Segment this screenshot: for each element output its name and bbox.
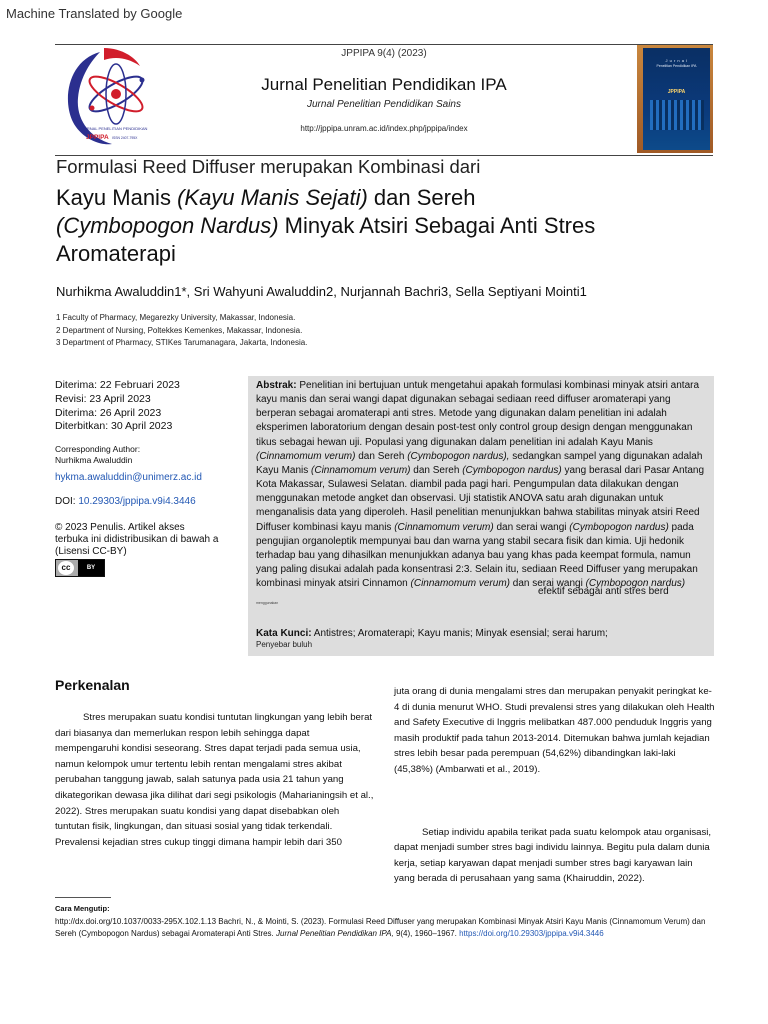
abstract-italic: (Cinnamomum verum) [394,521,494,533]
journal-logo-icon [60,46,158,150]
abstract-seg: Penelitian ini bertujuan untuk mengetahui apakah formulasi kombinasi minyak atsiri antara kayu manis dan serai wangi dapat digunakan sebagai sediaan reed diffuser aromaterapi yang berperan sebagai aromaterapi anti stres. Metode yang digunakan dalam penelitian ini adalah eksperimen laboratorium dengan desain post-test only control group design dengan menggunakan tikus sebagai hewan uji. Populasi yang digunakan dalam penelitian ini adalah Kayu Manis [256,380,700,448]
abstract-seg: sedangkan sampel yang digunakan adalah Kayu Manis [256,450,703,476]
keywords-text: Antistres; Aromaterapi; Kayu manis; Minyak esensial; serai harum; [311,628,608,639]
journal-issue: JPPIPA 9(4) (2023) [341,48,427,59]
license-line-2: terbuka ini didistribusikan di bawah a [55,534,219,546]
body-left-column [55,710,375,850]
journal-name: Jurnal Penelitian Pendidikan IPA [261,75,507,94]
license [55,522,240,577]
date-revised: Revisi: 23 April 2023 [55,392,151,405]
abstract-italic: (Cinnamomum verum) [256,450,356,462]
abstract-seg: dan serai wangi [509,578,586,590]
cc-by-badge-icon[interactable] [55,559,105,577]
date-accepted: Diterima: 26 April 2023 [55,406,162,419]
corresponding-author [55,444,240,466]
corr-name: Nurhikma Awaluddin [55,455,133,466]
affiliations [56,312,307,350]
cover-line-1: J u r n a l [665,58,688,63]
date-published: Diterbitkan: 30 April 2023 [55,420,173,433]
logo-issn: ISSN 2407-795X [112,136,138,140]
by-icon: BY [78,560,104,576]
abstract-italic: (Cinnamomum verum) [311,464,411,476]
abstract-seg: dan serai wangi [493,521,570,533]
title-line1-b: (Kayu Manis Sejati) [177,185,368,210]
license-line-3[interactable]: (Lisensi CC-BY) [55,546,127,558]
doi-link[interactable]: 10.29303/jppipa.v9i4.3446 [78,496,196,508]
abstract-text [256,379,711,591]
citation-doi-link[interactable]: https://doi.org/10.29303/jppipa.v9i4.3446 [459,929,604,938]
logo-text-2: JPPIPA [86,134,109,141]
title-line1-c: dan Sereh [367,185,476,210]
corr-label: Corresponding Author: [55,444,141,455]
machine-translated-banner: Machine Translated by Google [6,6,183,21]
keywords-label: Kata Kunci: [256,628,312,639]
abstract-overflow-text: efektif sebagai anti stres berd [538,586,669,597]
doi [55,496,240,507]
title-lead: Formulasi Reed Diffuser merupakan Kombinasi dari [56,156,481,177]
keywords [256,627,711,640]
author-email-link[interactable]: hykma.awaluddin@unimerz.ac.id [55,472,202,484]
title-line2-a: (Cymbopogon Nardus) [56,213,279,238]
article-meta [55,379,240,577]
section-heading: Perkenalan [55,677,130,693]
affiliation-2: 2 Department of Nursing, Poltekkes Kemenkes, Makassar, Indonesia. [56,325,303,335]
article-title [56,184,716,268]
cover-line-3: JPPIPA [667,89,686,95]
title-line1-a: Kayu Manis [56,185,178,210]
abstract-seg: yang berasal dari Pasar Antang Kota Makassar, Sulawesi Selatan. diambil pada pagi hari. Pengumpulan data dilakukan dengan menggunakan metode angket dan observasi. Uji statistik ANOVA satu arah digunakan untuk menganalisis data yang diperoleh. Hasil penelitian menunjukkan bahwa stabilitas minyak atsiri Reed Diffuser kombinasi kayu manis [256,464,705,533]
paragraph: juta orang di dunia mengalami stres dan merupakan penyakit peringkat ke-4 di dunia menurut WHO. Studi prevalensi stres yang dilakukan oleh Health and Safety Executive di Inggris melibatkan 487.000 penduduk Inggris yang masih produktif pada tahun 2013-2014. Ditemukan bahwa jumlah kejadian stres lebih besar pada perempuan (54,62%) dibandingkan laki-laki (45,38%) (Ambarwati et al., 2019). [394,686,715,775]
footnote-divider [55,897,111,898]
body-right-column [394,684,716,887]
citation-seg: http://dx.doi.org/10.1037/0033-295X.102.1.13 Bachri, N., & Mointi, S. (2023). Formulasi Reed Diffuser yang merupakan Kombinasi Minyak Atsiri Kayu Manis (Cinnamomum Verum) dan Sereh (Cymbopogon Nardus) sebagai Aromaterapi Anti Stres. [55,917,706,938]
abstract-seg: dan Sereh [355,450,408,462]
abstract-tiny-text: menggunakan [256,601,279,605]
citation-text [55,916,715,940]
paragraph: Setiap individu apabila terikat pada suatu kelompok atau organisasi, dapat menjadi sumber stres bagi individu lainnya. Begitu pula dalam dunia kerja, setiap karyawan dapat menjadi sumber stres bagi karyawan lain yang berada di perusahaan yang sama (Khairuddin, 2022). [394,826,712,885]
cover-dna-icon [650,100,704,130]
abstract-italic: (Cymbopogon nardus) [585,578,686,590]
citation-heading: Cara Mengutip: [55,904,110,913]
date-received: Diterima: 22 Februari 2023 [55,379,180,391]
abstract-italic: (Cymbopogon nardus) [462,464,562,476]
authors: Nurhikma Awaluddin1*, Sri Wahyuni Awaluddin2, Nurjannah Bachri3, Sella Septiyani Mointi1 [56,284,587,299]
abstract-label: Abstrak: [256,380,297,391]
abstract-italic: (Cymbopogon nardus), [407,450,510,462]
citation-seg: 9(4), 1960–1967. [393,929,460,938]
cover-line-2: Penelitian Pendidikan IPA [656,64,697,68]
logo-text-1: JURNAL PENELITIAN PENDIDIKAN [82,126,148,131]
abstract-seg: dan Sereh [410,464,463,476]
affiliation-1: 1 Faculty of Pharmacy, Megarezky University, Makassar, Indonesia. [56,313,296,322]
abstract-italic: (Cymbopogon nardus) [569,521,669,533]
abstract-italic: (Cinnamomum verum) [410,578,510,590]
license-line-1: © 2023 Penulis. Artikel akses [55,522,185,534]
affiliation-3: 3 Department of Pharmacy, STIKes Tarumanagara, Jakarta, Indonesia. [56,338,308,347]
title-line2-b: Minyak Atsiri Sebagai Anti Stres [278,213,596,238]
title-line3: Aromaterapi [56,241,176,266]
journal-subtitle: Jurnal Penelitian Pendidikan Sains [307,99,461,110]
keywords-line-2: Penyebar buluh [256,640,313,649]
cc-icon: cc [58,561,74,575]
paragraph: Stres merupakan suatu kondisi tuntutan lingkungan yang lebih berat dari biasanya dan memerlukan respon lebih sehingga dapat mempengaruhi kondisi seseorang. Stres dapat terjadi pada semua usia, namun kelompok umur tertentu lebih rentan mengalami stres akibat perubahan tanggung jawab, salah satunya pada usia 21 tahun yang dikategorikan dewasa jika dilihat dari segi psikologis (Maharianingsih et al., 2022). Stres merupakan suatu kondisi yang dapat disebabkan oleh tuntutan fisik, lingkungan, dan situasi sosial yang tidak terkendali. Prevalensi kejadian stres cukup tinggi dimana hampir lebih dari 350 [55,712,374,848]
citation-journal: Jurnal Penelitian Pendidikan IPA, [276,929,394,938]
doi-label: DOI: [55,496,79,508]
journal-url[interactable]: http://jppipa.unram.ac.id/index.php/jppipa/index [300,124,468,133]
abstract-seg: pada pengujian organoleptik mempunyai bau dan warna yang stabil secara fisik dan kimia. Uji hedonik terhadap bau yang dihasilkan menunjukkan adanya bau yang khas pada keempat formula, namun yang paling disukai adalah pada konsentrasi 2:3. Selain itu, sediaan Reed Diffuser yang merupakan kombinasi minyak atsiri Cinnamon [256,521,698,590]
